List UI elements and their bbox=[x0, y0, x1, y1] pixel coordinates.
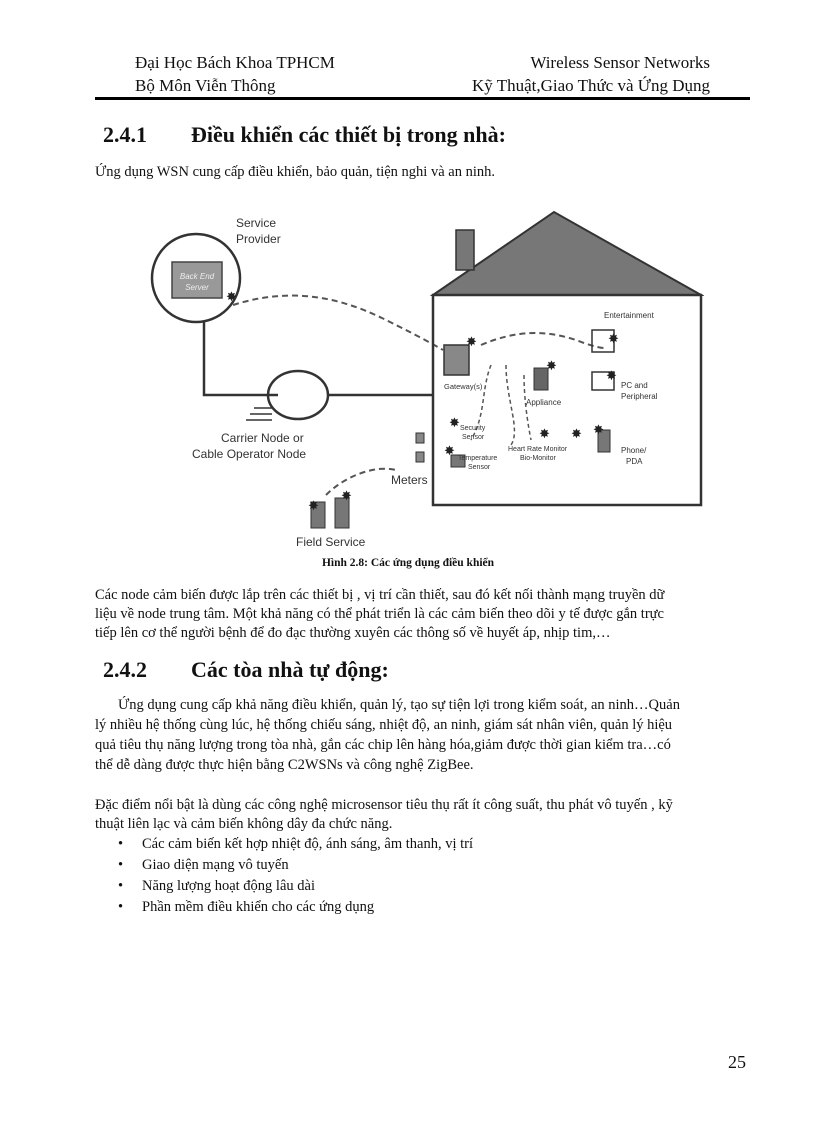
header-rule bbox=[95, 97, 750, 100]
header-book-subtitle: Kỹ Thuật,Giao Thức và Ứng Dụng bbox=[471, 76, 710, 95]
service-provider-group bbox=[152, 216, 281, 322]
section-number: 2.4.1 bbox=[103, 122, 147, 147]
svg-text:✸: ✸ bbox=[308, 498, 319, 513]
label-peripheral: Peripheral bbox=[621, 392, 658, 401]
header-university: Đại Học Bách Khoa TPHCM bbox=[135, 53, 335, 72]
label-security-sensor: Sensor bbox=[462, 434, 485, 441]
svg-text:✸: ✸ bbox=[593, 422, 604, 437]
svg-text:✸: ✸ bbox=[608, 331, 619, 346]
para2-line4: thể dễ dàng được thực hiện bằng C2WSNs và công nghệ ZigBee. bbox=[95, 757, 474, 773]
wireless-link-server bbox=[233, 296, 443, 350]
label-appliance: Appliance bbox=[526, 398, 562, 407]
section-title: Điều khiển các thiết bị trong nhà: bbox=[191, 122, 506, 147]
svg-text:✸: ✸ bbox=[571, 426, 582, 441]
header-book-title: Wireless Sensor Networks bbox=[530, 53, 710, 72]
para2-line3: quả tiêu thụ năng lượng trong tòa nhà, gắn các chip lên hàng hóa,giảm được thời gian kiểm tra…có bbox=[95, 737, 671, 753]
label-meters: Meters bbox=[391, 473, 428, 487]
label-cable-operator: Cable Operator Node bbox=[192, 447, 307, 461]
list-item: • Năng lượng hoạt động lâu dài bbox=[118, 876, 473, 897]
label-pc: PC and bbox=[621, 381, 648, 390]
list-item: • Phần mềm điều khiển cho các ứng dụng bbox=[118, 897, 473, 918]
section-number: 2.4.2 bbox=[103, 657, 147, 682]
gateway-device bbox=[444, 345, 469, 375]
label-phone: Phone/ bbox=[621, 446, 647, 455]
list-item: • Giao diện mạng vô tuyến bbox=[118, 855, 473, 876]
section1-intro: Ứng dụng WSN cung cấp điều khiển, bảo quản, tiện nghi và an ninh. bbox=[95, 164, 495, 180]
svg-text:✸: ✸ bbox=[539, 426, 550, 441]
carrier-signal-lines bbox=[246, 408, 272, 420]
label-temperature-sensor: Sensor bbox=[468, 464, 491, 471]
wired-link bbox=[204, 322, 278, 395]
section-heading-2-4-2 bbox=[103, 656, 389, 684]
label-temperature: Temperature bbox=[458, 455, 498, 462]
label-server: Server bbox=[185, 283, 209, 292]
svg-text:✸: ✸ bbox=[606, 368, 617, 383]
label-security: Security bbox=[460, 425, 486, 432]
para1-line2: liệu về node trung tâm. Một khả năng có thể phát triển là các cảm biến theo dõi y tế được gắn trực bbox=[95, 606, 664, 622]
label-entertainment: Entertainment bbox=[604, 311, 654, 320]
home-control-figure bbox=[146, 190, 704, 550]
label-heart-rate: Heart Rate Monitor bbox=[508, 446, 568, 453]
figure-caption: Hình 2.8: Các ứng dụng điều khiển bbox=[321, 557, 495, 569]
label-gateway: Gateway(s) bbox=[444, 382, 483, 391]
svg-text:✸: ✸ bbox=[341, 488, 352, 503]
para2-line2: lý nhiều hệ thống cùng lúc, hệ thống chiếu sáng, nhiệt độ, an ninh, giám sát nhân viên, quản lý hiệu bbox=[95, 717, 673, 733]
label-pda: PDA bbox=[626, 457, 643, 466]
para2-line1: Ứng dụng cung cấp khả năng điều khiển, quản lý, tạo sự tiện lợi trong kiểm soát, an ninh…Quản bbox=[118, 697, 680, 713]
para1-line1: Các node cảm biến được lắp trên các thiết bị , vị trí cần thiết, sau đó kết nối thành mạng truyền dữ bbox=[95, 587, 665, 603]
label-field-service: Field Service bbox=[296, 535, 366, 549]
section-title: Các tòa nhà tự động: bbox=[191, 657, 389, 682]
list-item: • Các cảm biến kết hợp nhiệt độ, ánh sáng, âm thanh, vị trí bbox=[118, 834, 473, 855]
feature-bullet-list bbox=[118, 834, 473, 918]
svg-text:✸: ✸ bbox=[444, 443, 455, 458]
svg-text:✸: ✸ bbox=[546, 358, 557, 373]
section-heading-2-4-1 bbox=[103, 121, 506, 149]
label-back-end: Back End bbox=[179, 272, 215, 281]
label-service: Service bbox=[236, 216, 277, 230]
label-carrier-node: Carrier Node or bbox=[221, 431, 304, 445]
label-provider: Provider bbox=[236, 232, 281, 246]
page-number: 25 bbox=[728, 1052, 746, 1072]
para3-line1: Đặc điểm nổi bật là dùng các công nghệ microsensor tiêu thụ rất ít công suất, thu phát vô tuyến , kỹ bbox=[95, 797, 673, 813]
svg-text:✸: ✸ bbox=[226, 289, 237, 304]
label-bio-monitor: Bio-Monitor bbox=[520, 455, 556, 462]
svg-text:✸: ✸ bbox=[466, 334, 477, 349]
para1-line3: tiếp lên cơ thể người bệnh để đo đạc thường xuyên các thông số về huyết áp, nhịp tim,… bbox=[95, 625, 611, 641]
para3-line2: thuật liên lạc và cảm biến không dây đa chức năng. bbox=[95, 816, 393, 832]
header-department: Bộ Môn Viễn Thông bbox=[135, 76, 276, 95]
svg-text:✸: ✸ bbox=[449, 415, 460, 430]
wireless-link-entertainment bbox=[481, 333, 604, 348]
wireless-link-field bbox=[326, 469, 396, 495]
